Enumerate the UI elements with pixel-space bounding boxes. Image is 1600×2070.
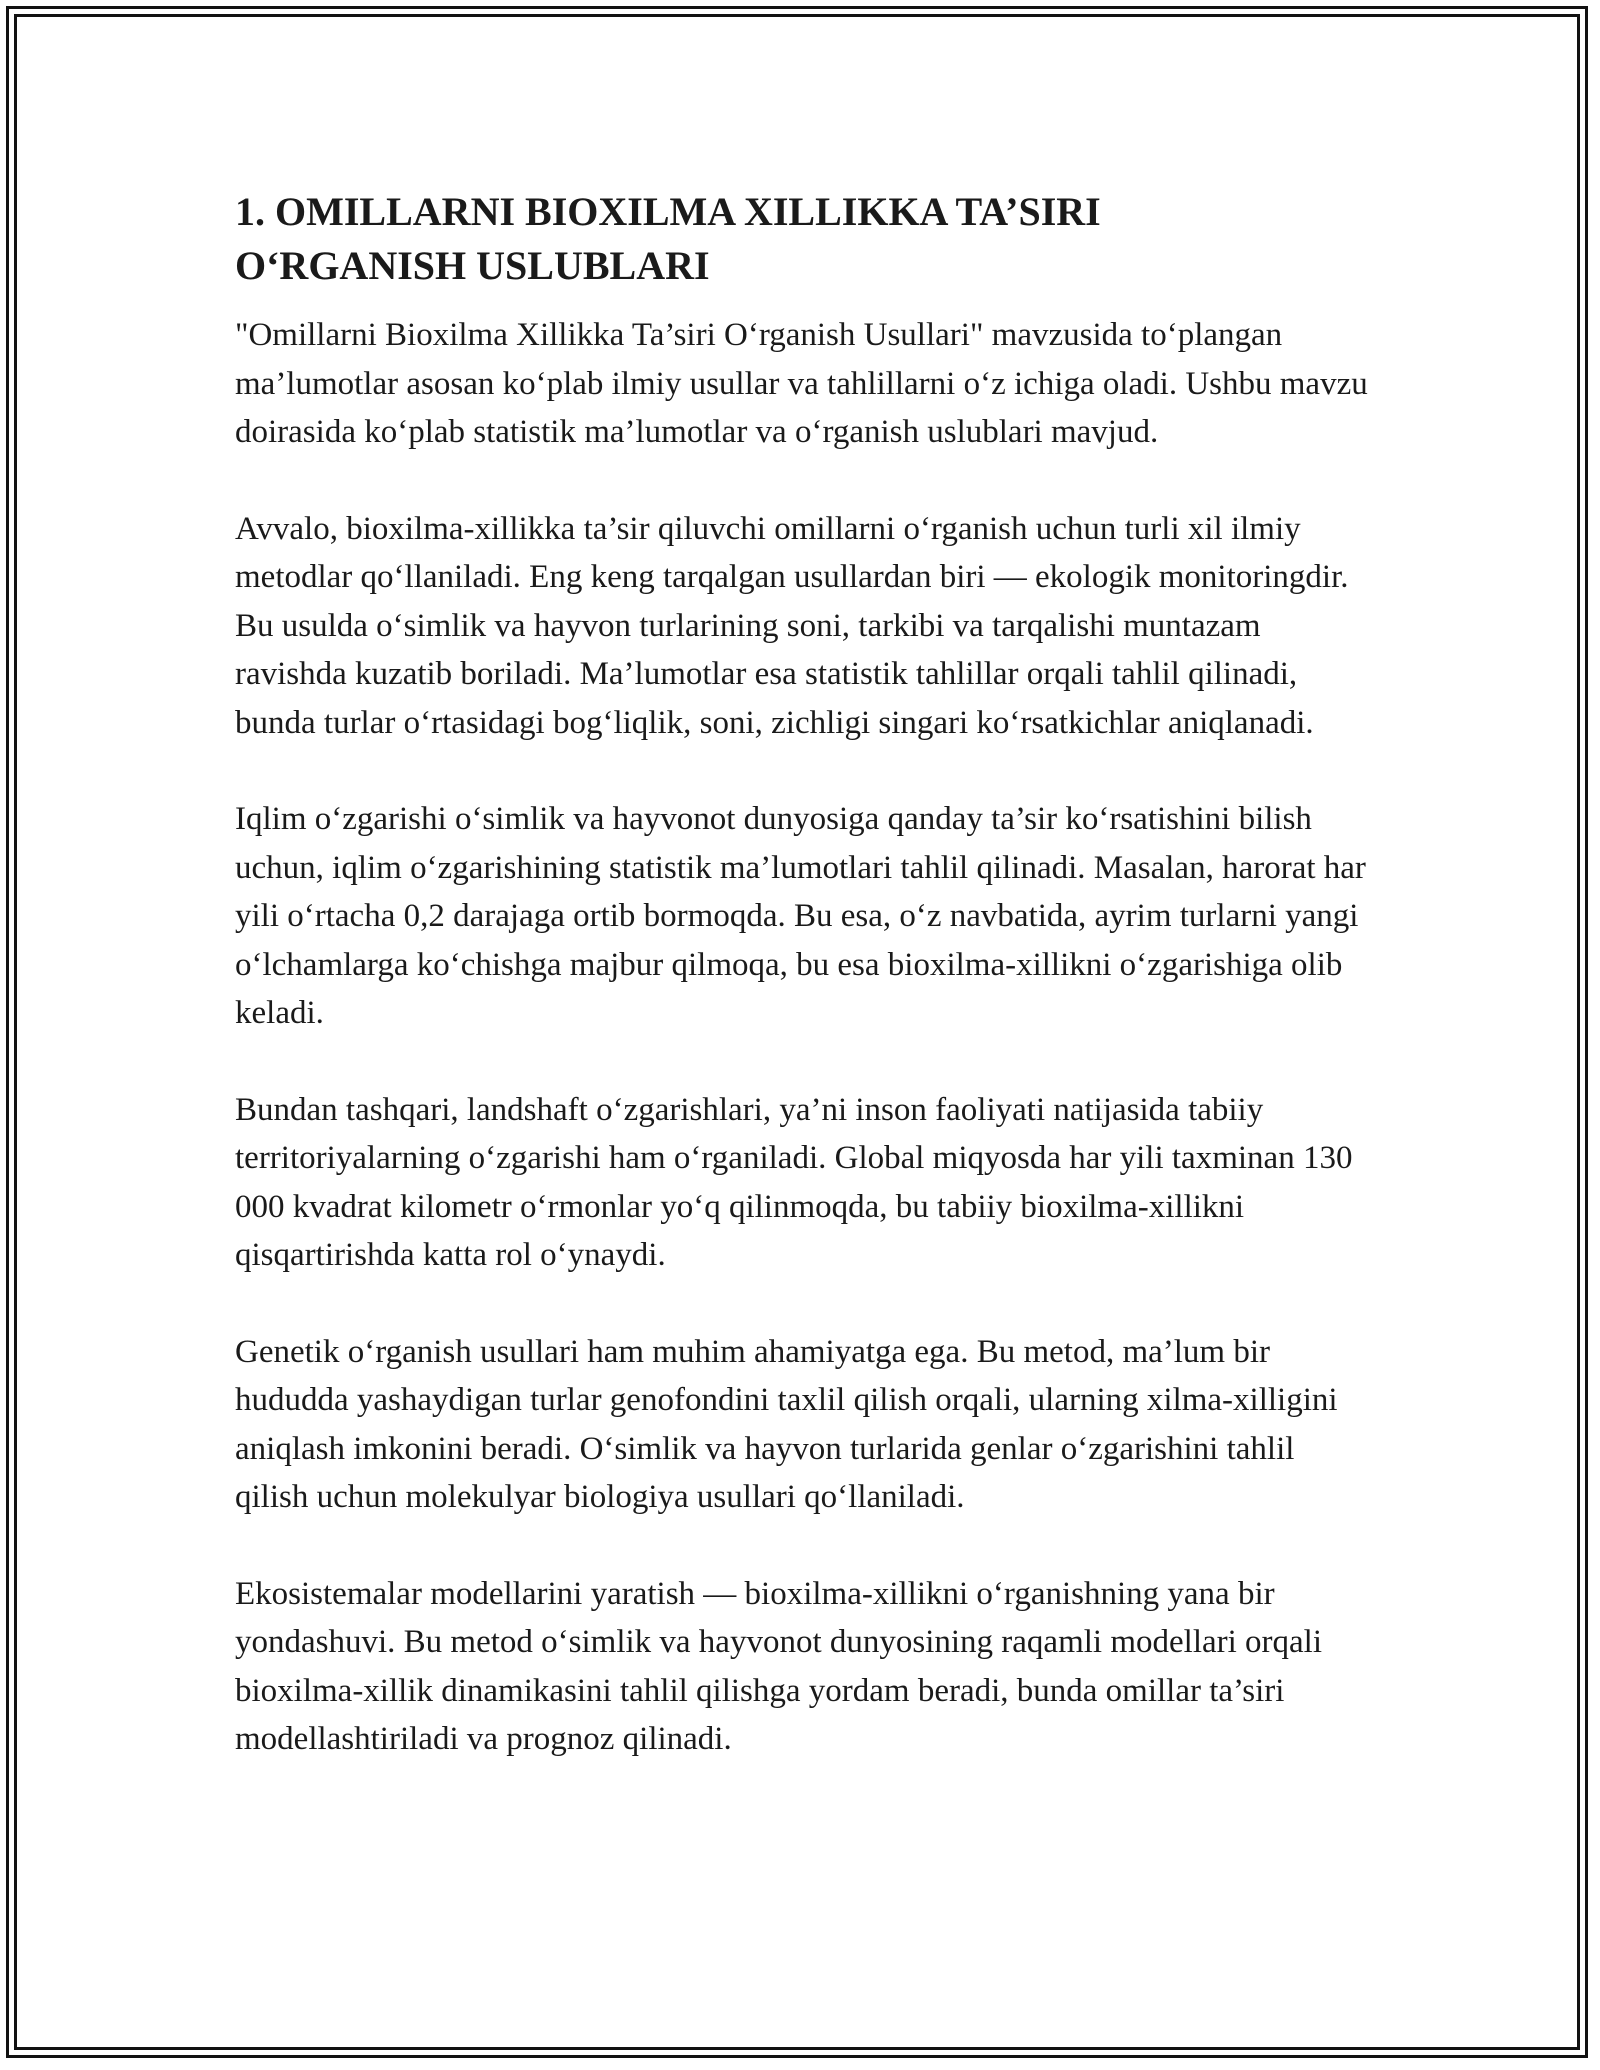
section-title-line-1: 1. OMILLARNI BIOXILMA XILLIKKA TA’SIRI: [235, 189, 1101, 234]
paragraph-6: Ekosistemalar modellarini yaratish — bioxilma-xillikni o‘rganishning yana bir yondashuvi. Bu metod o‘simlik va hayvonot dunyosining raqamli modellari orqali bioxilma-xillik dinamikasini tahlil qilishga yordam beradi, bunda omillar ta’siri modellashtiriladi va prognoz qilinadi.: [235, 1575, 1323, 1757]
section-title-line-2: O‘RGANISH USLUBLARI: [235, 243, 710, 288]
paragraph-1: "Omillarni Bioxilma Xillikka Ta’siri O‘rganish Usullari" mavzusida to‘plangan ma’lumotlar asosan ko‘plab ilmiy usullar va tahlillarni o‘z ichiga oladi. Ushbu mavzu doirasida ko‘plab statistik ma’lumotlar va o‘rganish uslublari mavjud.: [235, 317, 1368, 450]
document-body: [235, 185, 1370, 1812]
paragraph-5: Genetik o‘rganish usullari ham muhim ahamiyatga ega. Bu metod, ma’lum bir hududda yashaydigan turlar genofondini taxlil qilish orqali, ularning xilma-xilligini aniqlash imkonini beradi. O‘simlik va hayvon turlarida genlar o‘zgarishini tahlil qilish uchun molekulyar biologiya usullari qo‘llaniladi.: [235, 1333, 1338, 1515]
section-title: [235, 185, 1370, 293]
paragraph-4: Bundan tashqari, landshaft o‘zgarishlari, ya’ni inson faoliyati natijasida tabiiy territoriyalarning o‘zgarishi ham o‘rganiladi. Global miqyosda har yili taxminan 130 000 kvadrat kilometr o‘rmonlar yo‘q qilinmoqda, bu tabiiy bioxilma-xillikni qisqartirishda katta rol o‘ynaydi.: [235, 1091, 1353, 1273]
paragraph-2: Avvalo, bioxilma-xillikka ta’sir qiluvchi omillarni o‘rganish uchun turli xil ilmiy metodlar qo‘llaniladi. Eng keng tarqalgan usullardan biri — ekologik monitoringdir. Bu usulda o‘simlik va hayvon turlarining soni, tarkibi va tarqalishi muntazam ravishda kuzatib boriladi. Ma’lumotlar esa statistik tahlillar orqali tahlil qilinadi, bunda turlar o‘rtasidagi bog‘liqlik, soni, zichligi singari ko‘rsatkichlar aniqlanadi.: [235, 510, 1349, 741]
paragraph-3: Iqlim o‘zgarishi o‘simlik va hayvonot dunyosiga qanday ta’sir ko‘rsatishini bilish uchun, iqlim o‘zgarishining statistik ma’lumotlari tahlil qilinadi. Masalan, harorat har yili o‘rtacha 0,2 darajaga ortib bormoqda. Bu esa, o‘z navbatida, ayrim turlarni yangi o‘lchamlarga ko‘chishga majbur qilmoqa, bu esa bioxilma-xillikni o‘zgarishiga olib keladi.: [235, 801, 1366, 1031]
